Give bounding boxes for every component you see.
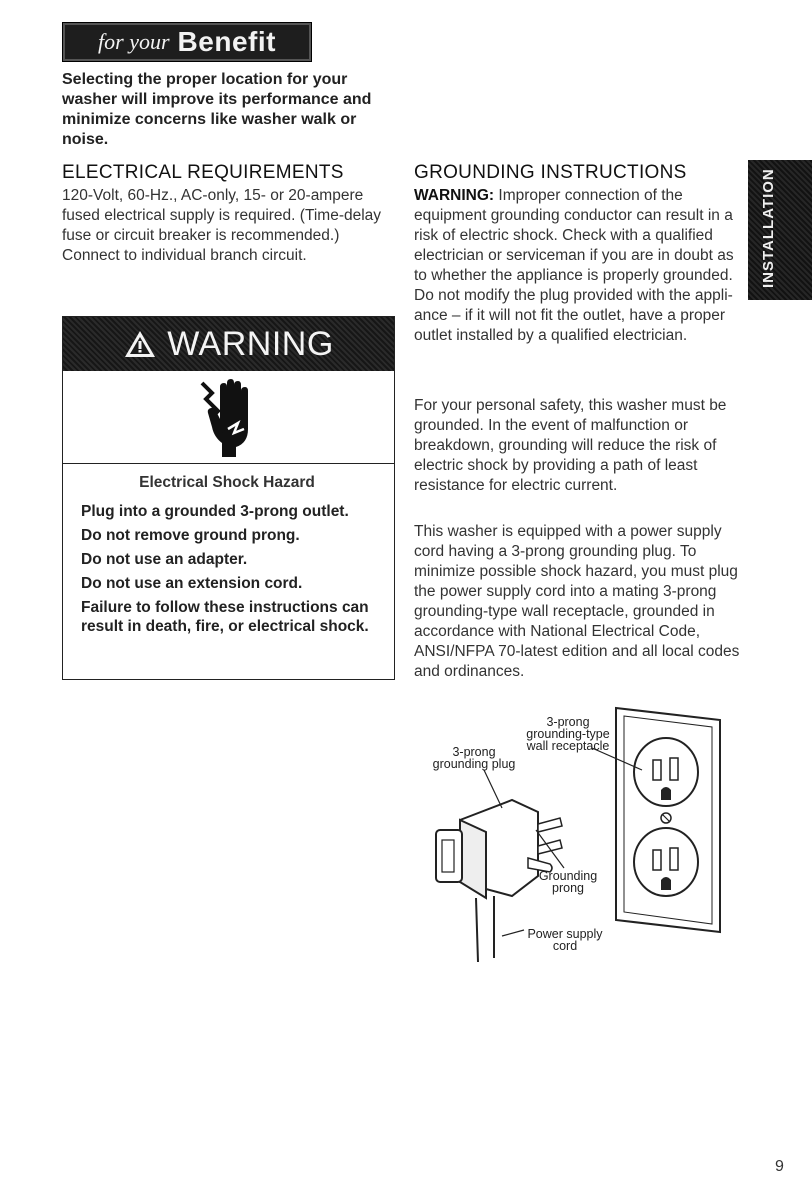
benefit-banner (62, 22, 312, 62)
installation-section-tab (748, 160, 812, 300)
receptacle-label: 3-prong grounding-type wall receptacle (526, 715, 610, 753)
plug-and-receptacle-diagram (420, 700, 740, 970)
grounding-safety-paragraph: For your personal safety, this washer must be grounded. In the event of malfunction or breakdown, grounding will reduce the risk of electric shock by providing a path of least resistance for electric current. (414, 397, 727, 494)
warning-triangle-icon (123, 329, 157, 359)
warning-header (63, 317, 394, 371)
grounding-instructions-heading: GROUNDING INSTRUCTIONS (414, 162, 687, 183)
plug-label: 3-prong grounding plug (432, 745, 516, 771)
electrical-requirements-heading: ELECTRICAL REQUIREMENTS (62, 162, 344, 183)
intro-text: Selecting the proper location for your washer will improve its performance and minimize concerns like washer walk or noise. (62, 71, 372, 148)
grounding-warning-label: WARNING: (414, 187, 495, 204)
benefit-word: Benefit (177, 26, 276, 57)
warning-title: WARNING (167, 324, 334, 363)
warning-box (62, 316, 395, 680)
warning-instruction: Plug into a grounded 3-prong outlet. (81, 503, 349, 520)
benefit-prefix: for your (98, 29, 170, 54)
electric-shock-hand-icon (198, 377, 258, 457)
warning-consequence: Failure to follow these instructions can result in death, fire, or electrical shock. (81, 599, 369, 635)
warning-instruction: Do not remove ground prong. (81, 527, 300, 544)
hazard-title: Electrical Shock Hazard (139, 474, 315, 491)
grounding-plug-paragraph: This washer is equipped with a power supply cord having a 3-prong grounding plug. To minimize possible shock hazard, you must plug the power supply cord into a mating 3-prong grounding-type wall receptacle, grounded in accordance with National Electrical Code, ANSI/NFPA 70-latest edition and all local codes and ordinances. (414, 523, 740, 680)
grounding-warning-text: Improper connection of the equipment grounding conductor can result in a risk of electric shock. Check with a qualified electrician or serviceman if you are in doubt as to whether the appliance is properly grounded. Do not modify the plug provided with the appli- ance – if it will not fit the outlet, have a proper outlet installed by a qualified electrician. (414, 187, 734, 344)
installation-tab-label: INSTALLATION (760, 168, 777, 288)
grounding-prong-label: Grounding prong (538, 869, 598, 895)
grounding-warning-paragraph (414, 186, 736, 346)
page-number: 9 (775, 1158, 784, 1175)
warning-instruction: Do not use an adapter. (81, 551, 248, 568)
shock-hazard-pictogram (63, 371, 394, 464)
power-cord-label: Power supply cord (527, 927, 603, 953)
electrical-requirements-text: 120-Volt, 60-Hz., AC-only, 15- or 20-ampere fused electrical supply is required. (Time-delay fuse or circuit breaker is recommended.) Connect to individual branch circuit. (62, 187, 382, 264)
warning-instruction: Do not use an extension cord. (81, 575, 303, 592)
